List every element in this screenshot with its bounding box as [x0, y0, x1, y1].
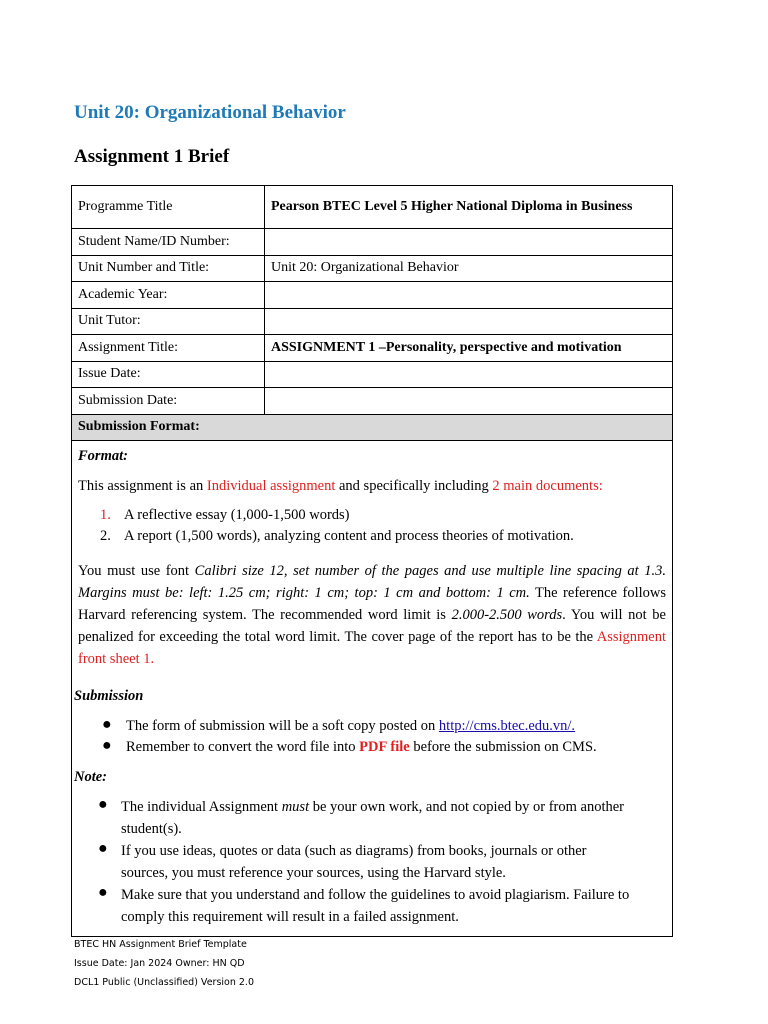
footer-classification: DCL1 Public (Unclassified) Version 2.0	[74, 977, 254, 988]
note-text: be your own work, and not copied by or from another	[309, 798, 625, 815]
row-label: Issue Date:	[72, 361, 265, 387]
note-item-2-continued: sources, you must reference your sources, using the Harvard style.	[121, 864, 506, 881]
note-item-1	[121, 799, 624, 816]
row-label: Submission Date:	[72, 387, 265, 414]
bullet-text: Remember to convert the word file into	[126, 738, 360, 755]
row-label: Unit Tutor:	[72, 308, 265, 334]
submission-format-label: Submission Format:	[72, 414, 672, 440]
list-number: 1.	[100, 506, 111, 523]
intro-highlight: Individual assignment	[206, 477, 336, 494]
paragraph-highlight: Assignment front sheet 1.	[78, 628, 666, 667]
format-heading: Format:	[78, 447, 128, 464]
footer-template: BTEC HN Assignment Brief Template	[74, 939, 247, 950]
list-item: A reflective essay (1,000-1,500 words)	[124, 506, 350, 523]
paragraph-text: . You will not be penalized for exceeding the total word limit. The cover page of the report has to be the	[78, 606, 666, 645]
format-intro	[78, 478, 603, 495]
submission-bullet-1	[126, 718, 575, 735]
note-item-1-continued: student(s).	[121, 820, 182, 837]
unit-title: Unit 20: Organizational Behavior	[74, 102, 346, 123]
table-row	[72, 228, 672, 255]
row-label: Assignment Title:	[72, 334, 265, 361]
table-row	[72, 308, 672, 334]
list-item: A report (1,500 words), analyzing content and process theories of motivation.	[124, 527, 574, 544]
row-label: Student Name/ID Number:	[72, 228, 265, 255]
note-item-3: Make sure that you understand and follow the guidelines to avoid plagiarism. Failure to	[121, 886, 630, 903]
row-value	[265, 281, 673, 308]
assignment-brief-box	[71, 185, 673, 937]
intro-text: and specifically including	[335, 477, 493, 494]
row-label: Unit Number and Title:	[72, 255, 265, 281]
row-value: Unit 20: Organizational Behavior	[265, 255, 673, 281]
note-item-2: If you use ideas, quotes or data (such as diagrams) from books, journals or other	[121, 842, 587, 859]
row-label: Academic Year:	[72, 281, 265, 308]
paragraph-text: The reference follows Harvard referencing system. The recommended word limit is	[78, 584, 666, 623]
table-row	[72, 334, 672, 361]
bullet-text: before the submission on CMS.	[409, 738, 597, 755]
table-row	[72, 255, 672, 281]
row-label: Programme Title	[72, 186, 265, 228]
paragraph-italic: Calibri size 12, set number of the pages and use multiple line spacing at 1.3. Margins must be: left: 1.25 cm; right: 1 cm; top: 1 cm and bottom: 1 cm.	[78, 562, 667, 601]
intro-text: This assignment is an	[78, 477, 207, 494]
bullet-icon: ●	[102, 736, 112, 754]
paragraph-text: You must use font	[78, 562, 195, 579]
submission-format-header	[72, 414, 672, 440]
table-row	[72, 387, 672, 414]
table-row	[72, 361, 672, 387]
note-item-3-continued: comply this requirement will result in a failed assignment.	[121, 908, 459, 925]
row-value: ASSIGNMENT 1 –Personality, perspective and motivation	[265, 334, 673, 361]
table-row	[72, 186, 672, 228]
footer-issue-date: Issue Date: Jan 2024 Owner: HN QD	[74, 958, 245, 969]
note-italic: must	[281, 798, 310, 815]
row-value: Pearson BTEC Level 5 Higher National Diploma in Business	[265, 186, 673, 228]
pdf-highlight: PDF file	[359, 738, 410, 755]
submission-heading: Submission	[74, 687, 144, 704]
submission-bullet-2	[126, 739, 597, 756]
info-table	[72, 186, 672, 441]
row-value	[265, 228, 673, 255]
bullet-icon: ●	[102, 715, 112, 733]
note-text: The individual Assignment	[121, 798, 282, 815]
cms-link[interactable]: http://cms.btec.edu.vn/.	[438, 717, 576, 734]
format-paragraph	[78, 560, 666, 670]
bullet-text: The form of submission will be a soft copy posted on	[126, 717, 439, 734]
paragraph-italic: 2.000-2.500 words	[451, 606, 563, 623]
row-value	[265, 361, 673, 387]
intro-highlight: 2 main documents:	[492, 477, 603, 494]
row-value	[265, 387, 673, 414]
bullet-icon: ●	[98, 839, 108, 857]
row-value	[265, 308, 673, 334]
note-heading: Note:	[74, 768, 108, 785]
table-row	[72, 281, 672, 308]
list-number: 2.	[100, 527, 111, 544]
bullet-icon: ●	[98, 883, 108, 901]
brief-title: Assignment 1 Brief	[74, 146, 230, 167]
bullet-icon: ●	[98, 795, 108, 813]
